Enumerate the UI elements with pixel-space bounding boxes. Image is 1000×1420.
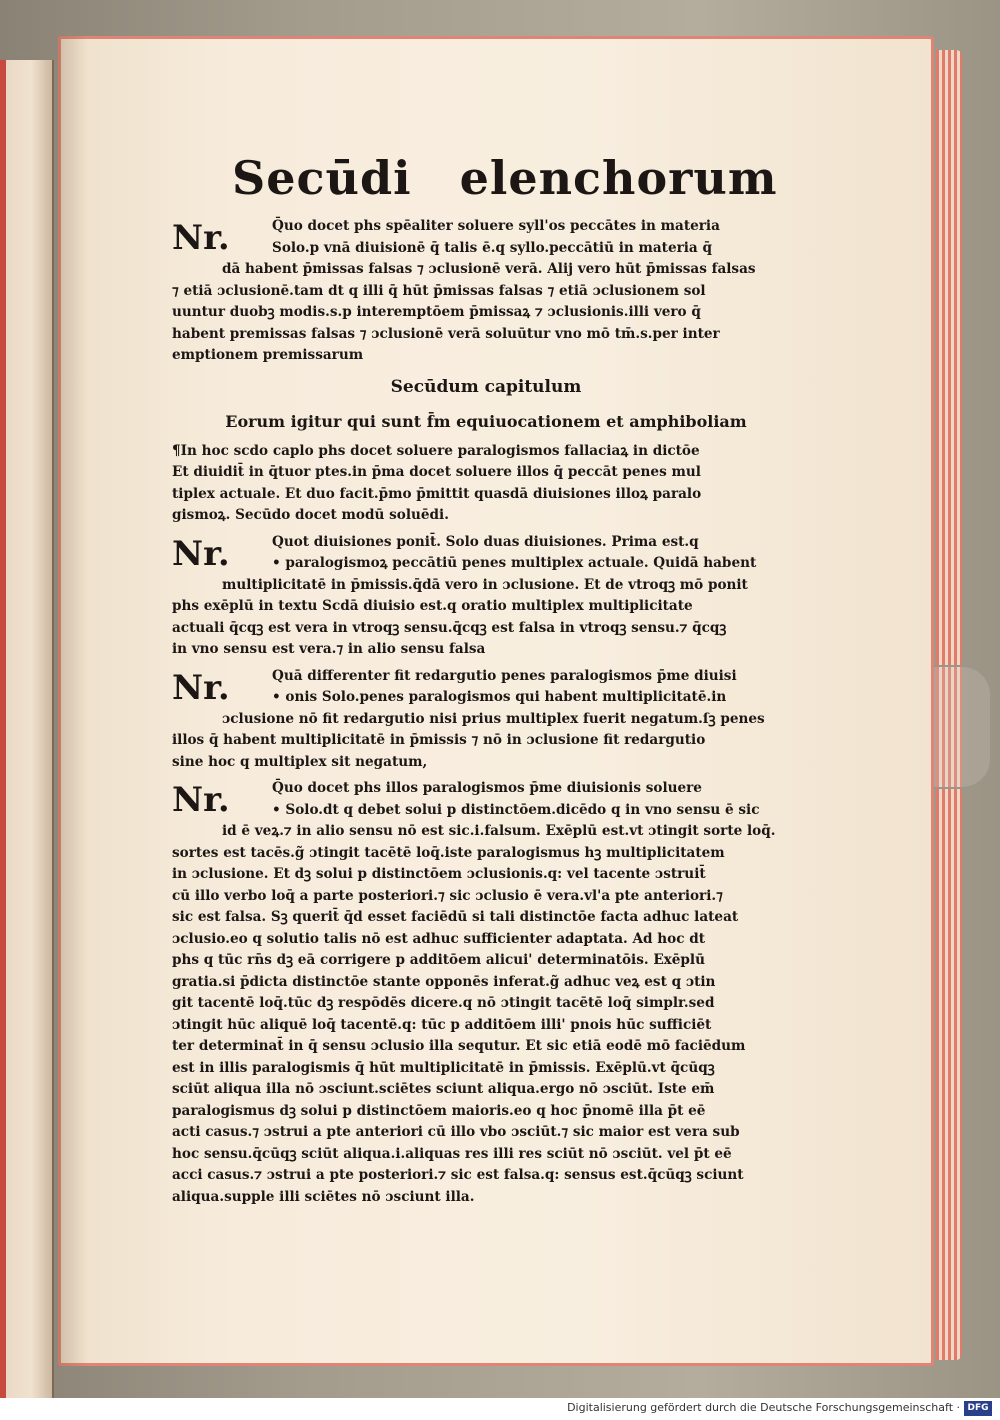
running-head-word-2: elenchorum bbox=[459, 151, 778, 205]
text-line: hoc sensu.q̄cūqꝫ sciūt aliqua.i.aliquas res illi res sciūt nō ɔsciūt. vel p̄t eē bbox=[172, 1145, 732, 1162]
body-text bbox=[172, 216, 800, 1208]
question-paragraph bbox=[172, 532, 800, 661]
question-paragraph bbox=[172, 666, 800, 774]
text-line: habent premissas falsas ⁊ ɔclusionē verā soluūtur vno mō tm̄.s.per inter bbox=[172, 325, 720, 342]
text-line: phs q tūc rn̄s dꝫ eā corrigere p additōem alicui' determinatōis. Exēplū bbox=[172, 952, 705, 968]
text-line: multiplicitatē in p̄missis.q̄dā vero in ɔclusione. Et de vtroqꝫ mō ponit bbox=[222, 576, 748, 593]
text-line: • onis Solo.penes paralogismos qui habent multiplicitatē.in bbox=[272, 689, 727, 705]
text-line: in vno sensu est vera.⁊ in alio sensu falsa bbox=[172, 641, 486, 657]
text-line: sic est falsa. Sꝫ querit̄ q̄d esset faciēdū si tali distinctōe facta adhuc lateat bbox=[172, 909, 739, 925]
left-page-edge bbox=[0, 60, 54, 1398]
text-line: Q̄uo docet phs illos paralogismos p̄me diuisionis soluere bbox=[272, 780, 702, 796]
text-line: aliqua.supple illi sciētes nō ɔsciunt illa. bbox=[172, 1188, 475, 1205]
text-line: sortes est tacēs.g̃ ɔtingit tacētē loq̄.iste paralogismus hꝫ multiplicitatem bbox=[172, 844, 725, 861]
text-line: tiplex actuale. Et duo facit.p̄mo p̄mittit quasdā diuisiones illoꝝ paralo bbox=[172, 485, 702, 502]
text-line: est in illis paralogismis q̄ hūt multiplicitatē in p̄missis. Exēplū.vt q̄cūqꝫ bbox=[172, 1059, 715, 1076]
text-line: Solo.p vnā diuisionē q̄ talis ē.q syllo.peccātiū in materia q̄ bbox=[272, 239, 712, 256]
text-line: ter determinat̄ in q̄ sensu ɔclusio illa sequtur. Et sic etiā eodē mō faciēdum bbox=[172, 1038, 746, 1054]
text-line: illos q̄ habent multiplicitatē in p̄missis ⁊ nō in ɔclusione fit redargutio bbox=[172, 732, 706, 748]
text-line: dā habent p̄missas falsas ⁊ ɔclusionē verā. Alij vero hūt p̄missas falsas bbox=[222, 261, 756, 277]
text-line: ɔtingit hūc aliquē loq̄ tacentē.q: tūc p additōem illi' pnois hūc sufficiēt bbox=[172, 1016, 712, 1033]
left-red-edge bbox=[0, 60, 6, 1398]
text-line: id ē veꝝ.⁊ in alio sensu nō est sic.i.falsum. Exēplū est.vt ɔtingit sorte loq̄. bbox=[222, 823, 776, 839]
text-line: Et diuidit̄ in q̄tuor ptes.in p̄ma docet soluere illos q̄ peccāt penes mul bbox=[172, 464, 701, 480]
text-line: ɔclusio.eo q solutio talis nō est adhuc sufficienter adaptata. Ad hoc dt bbox=[172, 930, 706, 947]
text-line: in ɔclusione. Et dꝫ solui p distinctōem ɔclusionis.q: vel tacente ɔstruit̄ bbox=[172, 866, 706, 882]
text-line: git tacentē loq̄.tūc dꝫ respōdēs dicere.q nō ɔtingit tacētē loq̄ simplr.sed bbox=[172, 995, 715, 1011]
text-line: ¶In hoc scdo caplo phs docet soluere paralogismos fallaciaꝝ in dictōe bbox=[172, 442, 700, 459]
chapter-subheading: Eorum igitur qui sunt f̄m equiuocationem et amphiboliam bbox=[225, 411, 747, 431]
dfg-logo: DFG bbox=[964, 1401, 992, 1416]
gutter-shadow bbox=[58, 36, 88, 1366]
text-line: ɔclusione nō fit redargutio nisi prius multiplex fuerit negatum.ſꝫ penes bbox=[222, 710, 765, 727]
running-head bbox=[232, 150, 800, 206]
text-line: Q̄uo docet phs spēaliter soluere syll'os peccātes in materia bbox=[272, 218, 720, 234]
digitization-footer bbox=[0, 1398, 1000, 1420]
text-line: acti casus.⁊ ɔstrui a pte anteriori cū illo vbo ɔsciūt.⁊ sic maior est vera sub bbox=[172, 1124, 740, 1140]
text-line: ⁊ etiā ɔclusionē.tam dt q illi q̄ hūt p̄missas falsas ⁊ etiā ɔclusionem sol bbox=[172, 282, 706, 299]
chapter-heading: Secūdum capitulum bbox=[390, 376, 582, 397]
running-head-word-1: Secūdi bbox=[232, 151, 412, 205]
text-line: sciūt aliqua illa nō ɔsciunt.sciētes sciunt aliqua.ergo nō ɔsciūt. Iste em̄ bbox=[172, 1081, 715, 1097]
text-line: cū illo verbo loq̄ a parte posteriori.⁊ sic ɔclusio ē vera.vl'a pte anteriori.⁊ bbox=[172, 887, 723, 904]
text-line: emptionem premissarum bbox=[172, 347, 364, 363]
text-line: paralogismus dꝫ solui p distinctōem maioris.eo q hoc p̄nomē illa p̄t eē bbox=[172, 1102, 706, 1119]
text-line: uuntur duobꝫ modis.s.p interemptōem p̄missaꝝ ⁊ ɔclusionis.illi vero q̄ bbox=[172, 304, 701, 320]
text-line: acci casus.⁊ ɔstrui a pte posteriori.⁊ sic est falsa.q: sensus est.q̄cūqꝫ sciunt bbox=[172, 1167, 744, 1183]
text-line: gratia.si p̄dicta distinctōe stante opponēs inferat.g̃ adhuc veꝝ est q ɔtin bbox=[172, 973, 716, 990]
text-line: sine hoc q multiplex sit negatum, bbox=[172, 753, 428, 770]
commentary-paragraph bbox=[172, 441, 800, 527]
text-line: • paralogismoꝝ peccātiū penes multiplex actuale. Quidā habent bbox=[272, 555, 757, 571]
footer-credit: Digitalisierung gefördert durch die Deutsche Forschungsgemeinschaft · bbox=[567, 1401, 960, 1414]
question-paragraph bbox=[172, 778, 800, 1208]
paragraph-initial: Nr. bbox=[172, 780, 230, 820]
text-line: Quā differenter fit redargutio penes paralogismos p̄me diuisi bbox=[272, 667, 737, 684]
text-line: Quot diuisiones ponit̄. Solo duas diuisiones. Prima est.q bbox=[272, 533, 699, 550]
text-line: • Solo.dt q debet solui p distinctōem.dicēdo q in vno sensu ē sic bbox=[272, 801, 760, 818]
text-block bbox=[172, 150, 800, 1213]
question-paragraph bbox=[172, 216, 800, 367]
text-line: phs exēplū in textu Scdā diuisio est.q oratio multiplex multiplicitate bbox=[172, 598, 693, 614]
text-line: gismoꝝ. Secūdo docet modū soluēdi. bbox=[172, 507, 449, 523]
paragraph-initial: Nr. bbox=[172, 667, 230, 708]
text-line: actuali q̄cqꝫ est vera in vtroqꝫ sensu.q̄cqꝫ est falsa in vtroqꝫ sensu.⁊ q̄cqꝫ bbox=[172, 619, 727, 636]
paragraph-initial: Nr. bbox=[172, 533, 230, 574]
paragraph-initial: Nr. bbox=[172, 218, 230, 258]
